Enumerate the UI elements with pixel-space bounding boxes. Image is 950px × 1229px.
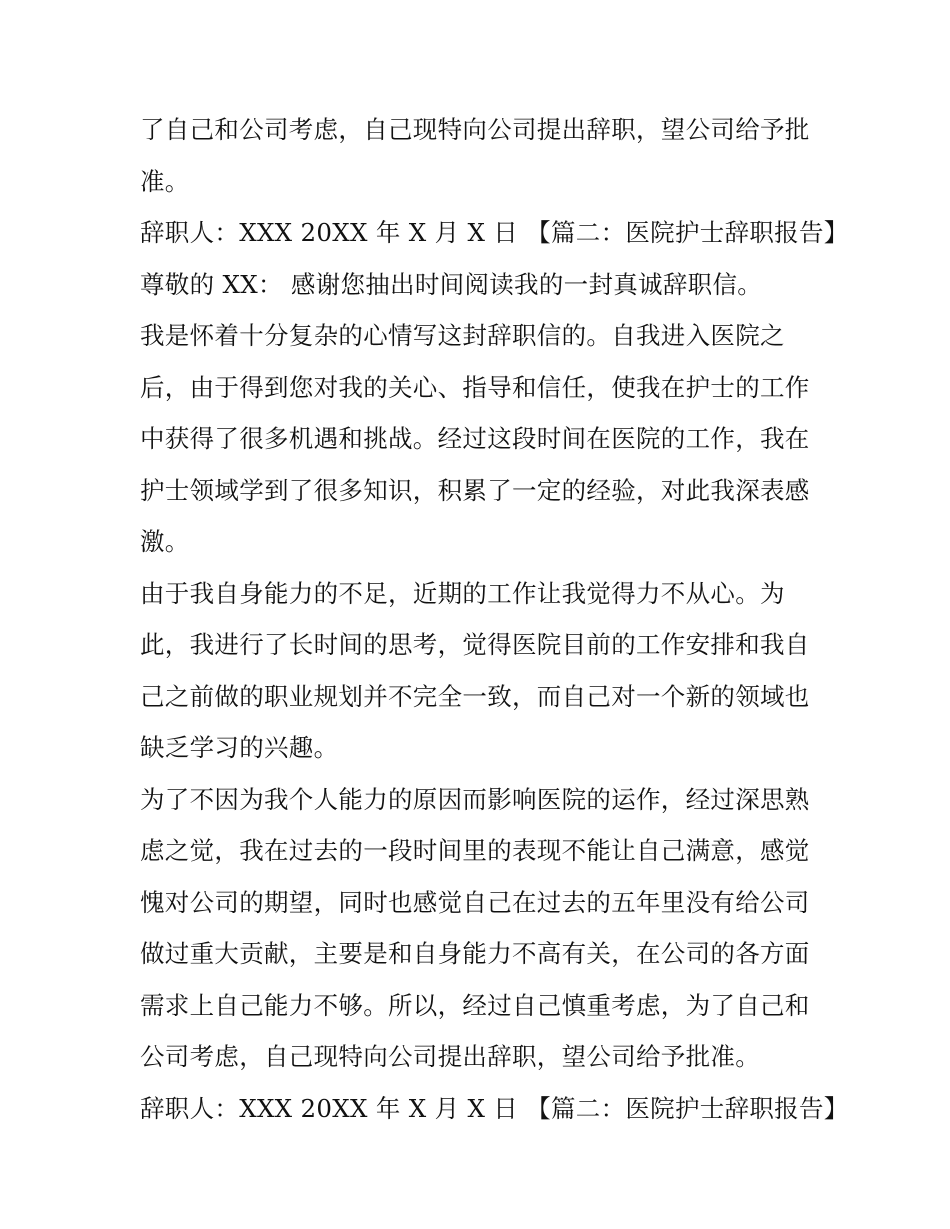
- text-line: 准。: [140, 166, 190, 196]
- signature-line: 辞职人：XXX 20XX 年 X 月 X 日 【篇二：医院护士辞职报告】: [140, 218, 849, 247]
- salutation-line: 尊敬的 XX： 感谢您抽出时间阅读我的一封真诚辞职信。: [140, 269, 763, 299]
- text-line: 公司考虑，自己现特向公司提出辞职，望公司给予批准。: [140, 1042, 760, 1071]
- signature-line: 辞职人：XXX 20XX 年 X 月 X 日 【篇二：医院护士辞职报告】: [140, 1093, 849, 1123]
- text-line: 己之前做的职业规划并不完全一致，而自己对一个新的领域也: [140, 681, 810, 711]
- text-line: 护士领域学到了很多知识，积累了一定的经验，对此我深表感: [140, 475, 810, 505]
- text-line: 我是怀着十分复杂的心情写这封辞职信的。自我进入医院之: [140, 321, 785, 350]
- text-line: 愧对公司的期望，同时也感觉自己在过去的五年里没有给公司: [140, 887, 810, 917]
- document-body: [140, 104, 849, 1134]
- text-line: 由于我自身能力的不足，近期的工作让我觉得力不从心。为: [140, 578, 785, 608]
- text-line: 后，由于得到您对我的关心、指导和信任，使我在护士的工作: [140, 372, 810, 402]
- text-line: 做过重大贡献，主要是和自身能力不高有关，在公司的各方面: [140, 939, 810, 968]
- text-line: 了自己和公司考虑，自己现特向公司提出辞职，望公司给予批: [140, 115, 810, 144]
- text-line: 激。: [140, 527, 190, 556]
- text-line: 需求上自己能力不够。所以，经过自己慎重考虑，为了自己和: [140, 990, 810, 1020]
- text-line: 中获得了很多机遇和挑战。经过这段时间在医院的工作，我在: [140, 424, 810, 453]
- text-line: 虑之觉，我在过去的一段时间里的表现不能让自己满意，感觉: [140, 836, 810, 865]
- text-line: 为了不因为我个人能力的原因而影响医院的运作，经过深思熟: [140, 784, 810, 814]
- text-line: 此，我进行了长时间的思考，觉得医院目前的工作安排和我自: [140, 630, 810, 659]
- text-line: 缺乏学习的兴趣。: [140, 733, 339, 762]
